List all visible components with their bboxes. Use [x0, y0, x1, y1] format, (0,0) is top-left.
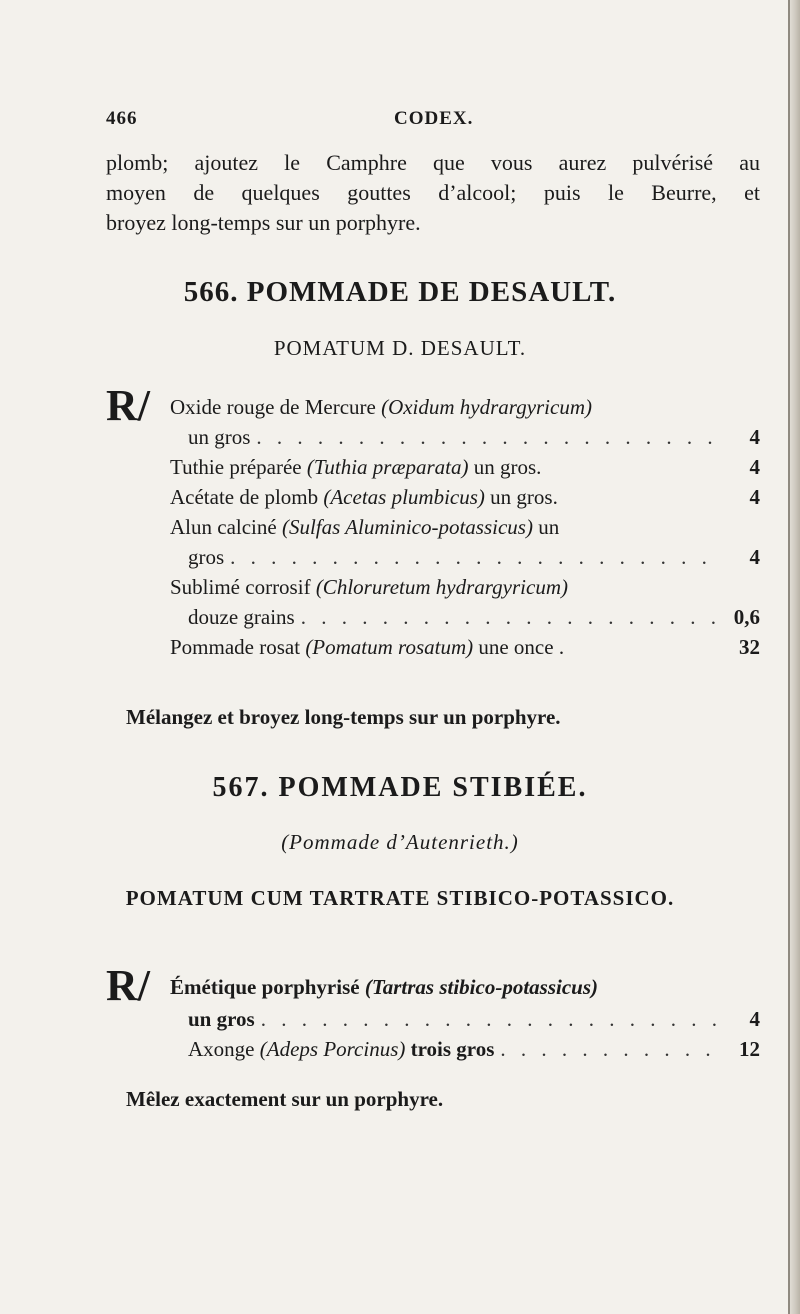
- ingredient-1-cont: un gros . . . 4: [188, 422, 760, 452]
- section-566-note: Mélangez et broyez long-temps sur un porphyre.: [126, 705, 561, 729]
- ingredient-7-cont: un gros . . . 4: [188, 1004, 760, 1034]
- ingredient-4-cont: gros . . . 4: [188, 542, 760, 572]
- ingredient-1: Oxide rouge de Mercure (Oxidum hydrargyricum): [170, 395, 593, 419]
- ingredient-3: Acétate de plomb (Acetas plumbicus) un gros. 4: [170, 482, 760, 512]
- ingredient-5-qty: 0,6: [733, 605, 760, 629]
- section-566-subtitle: POMATUM D. DESAULT.: [273, 336, 527, 360]
- running-title: CODEX.: [394, 108, 474, 129]
- recipe-symbol-2: R/: [106, 961, 150, 1010]
- intro-line-3: broyez long-temps sur un porphyre.: [106, 210, 421, 235]
- recipe-symbol: R/: [106, 381, 150, 430]
- intro-line-2: moyen de quelques gouttes d’alcool; puis le Beurre, et: [106, 180, 760, 205]
- ingredient-2-qty: 4: [749, 455, 760, 479]
- intro-line-1: plomb; ajoutez le Camphre que vous aurez pulvérisé au: [106, 150, 760, 175]
- ingredient-6: Pommade rosat (Pomatum rosatum) une once . 32: [170, 632, 760, 662]
- ingredient-2: Tuthie préparée (Tuthia præparata) un gros. 4: [170, 452, 760, 482]
- ingredient-8-qty: 12: [739, 1037, 760, 1061]
- ingredient-4-qty: 4: [749, 545, 760, 569]
- section-567-alt-name: (Pommade d’Autenrieth.): [281, 830, 519, 854]
- section-567-title: 567. POMMADE STIBIÉE.: [212, 772, 588, 803]
- ingredient-8: Axonge (Adeps Porcinus) trois gros . . . 12: [188, 1034, 760, 1064]
- ingredient-5: Sublimé corrosif (Chloruretum hydrargyricum): [170, 575, 568, 599]
- section-567-latin-title: POMATUM CUM TARTRATE STIBICO-POTASSICO.: [125, 886, 675, 910]
- page-edge-line: [788, 0, 790, 1314]
- section-567-note: Mêlez exactement sur un porphyre.: [126, 1087, 444, 1111]
- ingredient-6-qty: 32: [739, 635, 760, 659]
- ingredient-4: Alun calciné (Sulfas Aluminico-potassicus) un: [170, 515, 560, 539]
- ingredient-1-qty: 4: [749, 425, 760, 449]
- page-header: [106, 108, 706, 138]
- page-number: 466: [106, 108, 138, 129]
- ingredient-5-cont: douze grains . . . 0,6: [188, 602, 760, 632]
- section-566-title: 566. POMMADE DE DESAULT.: [183, 276, 617, 308]
- ingredient-7-qty: 4: [749, 1007, 760, 1031]
- ingredient-3-qty: 4: [749, 485, 760, 509]
- ingredient-7: Émétique porphyrisé (Tartras stibico-potassicus): [170, 975, 599, 999]
